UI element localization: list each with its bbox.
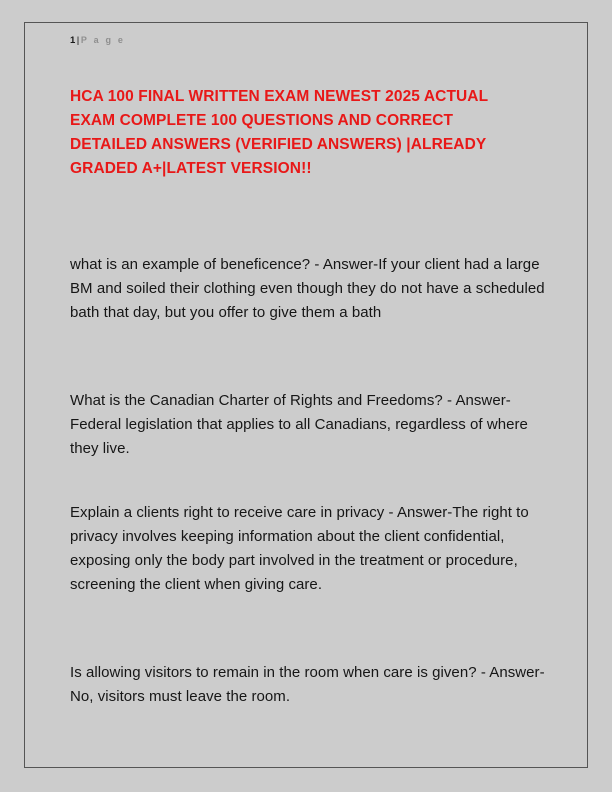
qa-block-beneficence: what is an example of beneficence? - Answer-If your client had a large BM and soiled their clothing even though they do not have a scheduled bath that day, but you offer to give them a bath xyxy=(70,256,545,321)
page-header xyxy=(70,35,545,46)
qa-block-privacy: Explain a clients right to receive care in privacy - Answer-The right to privacy involves keeping information about the client confidential, exposing only the body part involved in the treatment or procedure, screening the client when giving care. xyxy=(70,504,529,593)
page-header-separator: | xyxy=(76,35,80,45)
qa-block-canadian-charter: What is the Canadian Charter of Rights and Freedoms? - Answer-Federal legislation that applies to all Canadians, regardless of where they live. xyxy=(70,392,528,457)
page-content-area xyxy=(70,23,545,767)
page-header-label: P a g e xyxy=(80,35,126,45)
qa-block-visitors: Is allowing visitors to remain in the room when care is given? - Answer-No, visitors must leave the room. xyxy=(70,664,545,705)
document-title: HCA 100 FINAL WRITTEN EXAM NEWEST 2025 ACTUAL EXAM COMPLETE 100 QUESTIONS AND CORRECT DETAILED ANSWERS (VERIFIED ANSWERS) |ALREADY GRADED A+|LATEST VERSION!! xyxy=(70,88,488,177)
page-number: 1 xyxy=(70,35,76,46)
document-page xyxy=(24,22,588,768)
